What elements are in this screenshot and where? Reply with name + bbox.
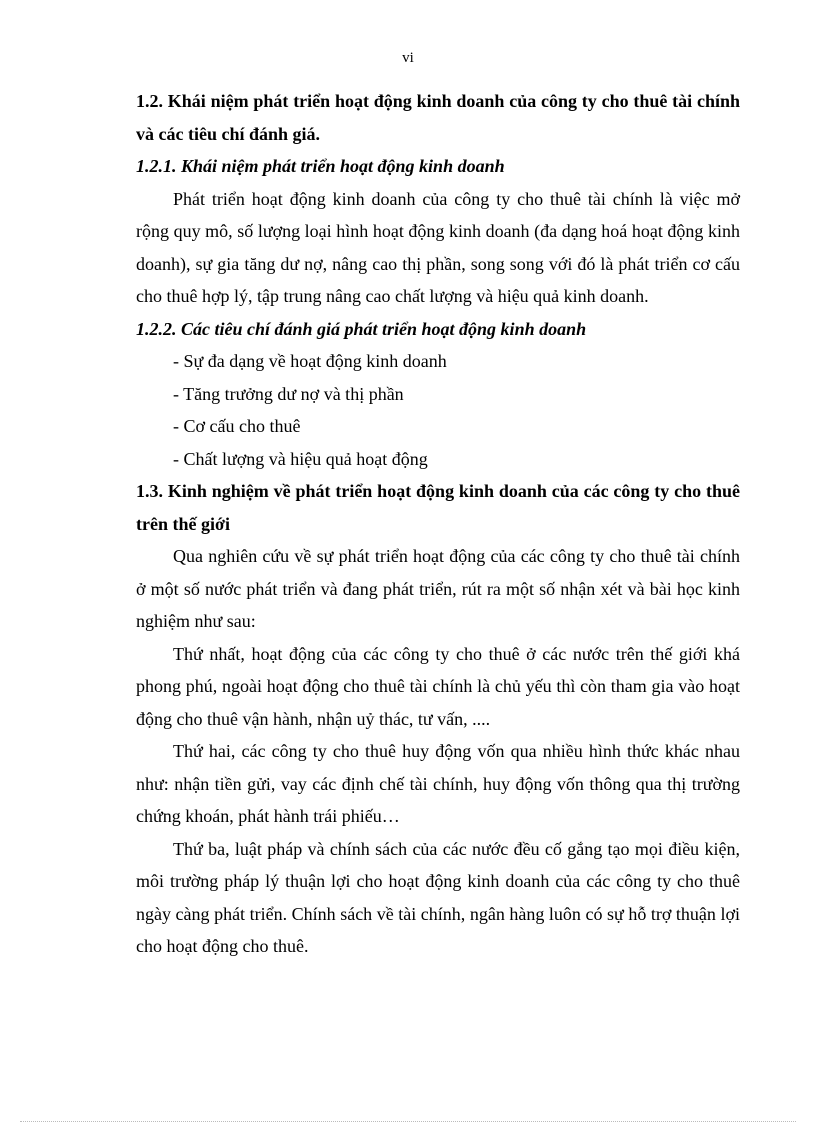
criteria-item: - Sự đa dạng về hoạt động kinh doanh bbox=[173, 351, 447, 371]
section-1-3-paragraph: Thứ nhất, hoạt động của các công ty cho thuê ở các nước trên thế giới khá phong phú, ngoài hoạt động cho thuê tài chính là chủ yếu thì còn tham gia vào hoạt động cho thuê vận hành, nhận uỷ thác, tư vấn, .... bbox=[136, 643, 740, 729]
section-1-3-paragraph: Thứ ba, luật pháp và chính sách của các nước đều cố gắng tạo mọi điều kiện, môi trường pháp lý thuận lợi cho hoạt động kinh doanh của các công ty cho thuê ngày càng phát triển. Chính sách về tài chính, ngân hàng luôn có sự hỗ trợ thuận lợi cho hoạt động cho thuê. bbox=[136, 838, 740, 956]
section-1-3-paragraph: Thứ hai, các công ty cho thuê huy động vốn qua nhiều hình thức khác nhau như: nhận tiền gửi, vay các định chế tài chính, huy động vốn thông qua thị trường chứng khoán, phát hành trái phiếu… bbox=[136, 741, 740, 826]
page-number: vi bbox=[402, 50, 414, 66]
section-1-2-heading: 1.2. Khái niệm phát triển hoạt động kinh doanh của công ty cho thuê tài chính và các tiêu chí đánh giá. bbox=[136, 91, 740, 144]
criteria-item: - Chất lượng và hiệu quả hoạt động bbox=[173, 448, 428, 469]
criteria-item: - Tăng trưởng dư nợ và thị phần bbox=[173, 383, 404, 404]
page-bottom-divider bbox=[20, 1121, 796, 1122]
section-1-2-1-heading: 1.2.1. Khái niệm phát triển hoạt động kinh doanh bbox=[136, 156, 505, 176]
section-1-2-1-paragraph: Phát triển hoạt động kinh doanh của công ty cho thuê tài chính là việc mở rộng quy mô, số lượng loại hình hoạt động kinh doanh (đa dạng hoá hoạt động kinh doanh), sự gia tăng dư nợ, nâng cao thị phần, song song với đó là phát triển cơ cấu cho thuê hợp lý, tập trung nâng cao chất lượng và hiệu quả kinh doanh. bbox=[136, 188, 740, 306]
section-1-2-2-heading: 1.2.2. Các tiêu chí đánh giá phát triển hoạt động kinh doanh bbox=[136, 318, 587, 339]
section-1-3-paragraph: Qua nghiên cứu về sự phát triển hoạt động của các công ty cho thuê tài chính ở một số nước phát triển và đang phát triển, rút ra một số nhận xét và bài học kinh nghiệm như sau: bbox=[136, 546, 740, 631]
section-1-3-heading: 1.3. Kinh nghiệm về phát triển hoạt động kinh doanh của các công ty cho thuê trên thế giới bbox=[136, 481, 740, 534]
document-body bbox=[136, 85, 740, 963]
criteria-item: - Cơ cấu cho thuê bbox=[173, 416, 301, 436]
